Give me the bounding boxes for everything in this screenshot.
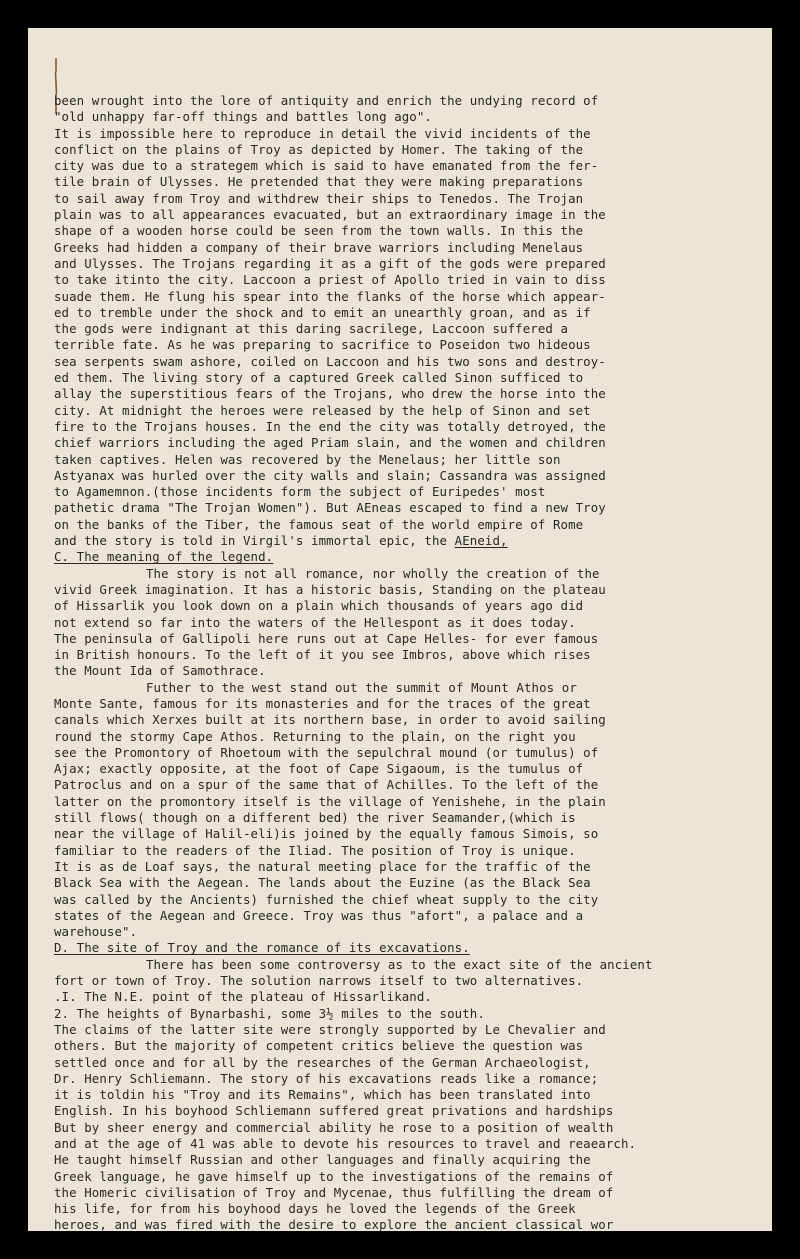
text-line: latter on the promontory itself is the village of Yenishehe, in the plain [54,793,606,809]
text-line: familiar to the readers of the Iliad. The position of Troy is unique. [54,842,576,858]
heading-site-of-troy: D. The site of Troy and the romance of its excavations. [54,940,470,956]
text-line: ed them. The living story of a captured Greek called Sinon sufficed to [54,370,584,386]
text-line: to Agamemnon.(those incidents form the subject of Euripedes' most [54,484,546,500]
text-line: ed to tremble under the shock and to emit an unearthly groan, and as if [54,304,591,320]
text-line: on the banks of the Tiber, the famous seat of the world empire of Rome [54,516,584,532]
text-line: it is toldin his "Troy and its Remains", which has been translated into [54,1087,591,1103]
text-line: 2. The heights of Bynarbashi, some 3½ miles to the south. [54,1005,485,1021]
text-line: .I. The N.E. point of the plateau of Hissarlikand. [54,989,432,1005]
text-line: his life, for from his boyhood days he loved the legends of the Greek [54,1201,576,1217]
text-line: not extend so far into the waters of the Hellespont as it does today. [54,614,576,630]
text-line: city. At midnight the heroes were released by the help of Sinon and set [54,402,591,418]
text-line: The story is not all romance, nor wholly the creation of the [146,565,600,581]
text-line: The claims of the latter site were strongly supported by Le Chevalier and [54,1021,606,1037]
heading-meaning-of-legend: C. The meaning of the legend. [54,549,274,565]
text-line: was called by the Ancients) furnished the chief wheat supply to the city [54,891,599,907]
text-line: suade them. He flung his spear into the flanks of the horse which appear- [54,288,606,304]
text-line: taken captives. Helen was recovered by the Menelaus; her little son [54,451,561,467]
text-line: There has been some controversy as to the exact site of the ancient [146,956,653,972]
text-line: and Ulysses. The Trojans regarding it as a gift of the gods were prepared [54,255,606,271]
text-line: others. But the majority of competent critics believe the question was [54,1038,584,1054]
text-line: warehouse". [54,924,138,940]
paragraph-trojan-war [54,93,774,533]
aeneid-lead: and the story is told in Virgil's immortal epic, the [54,533,455,549]
paragraph-geography [54,680,774,941]
paragraph-excavations [54,957,774,1234]
text-line: Dr. Henry Schliemann. The story of his excavations reads like a romance; [54,1070,599,1086]
text-line: allay the superstitious fears of the Trojans, who drew the horse into the [54,386,606,402]
text-line: in British honours. To the left of it you see Imbros, above which rises [54,647,591,663]
text-line: But by sheer energy and commercial ability he rose to a position of wealth [54,1119,614,1135]
page-body [54,93,774,1234]
text-line: terrible fate. As he was preparing to sacrifice to Poseidon two hideous [54,337,591,353]
text-line: fort or town of Troy. The solution narrows itself to two alternatives. [54,973,584,989]
aeneid-title: AEneid, [454,533,508,549]
text-line: near the village of Halil-eli)is joined by the equally famous Simois, so [54,826,599,842]
text-line: Ajax; exactly opposite, at the foot of Cape Sigaoum, is the tumulus of [54,761,584,777]
text-line: see the Promontory of Rhoetoum with the sepulchral mound (or tumulus) of [54,744,599,760]
text-line: Greeks had hidden a company of their brave warriors including Menelaus [54,239,584,255]
paragraph-historic-basis [54,566,774,680]
text-line: Patroclus and on a spur of the same that of Achilles. To the left of the [54,777,599,793]
text-line: to sail away from Troy and withdrew their ships to Tenedos. The Trojan [54,190,584,206]
text-line: "old unhappy far-off things and battles long ago". [54,109,432,125]
text-line: The peninsula of Gallipoli here runs out at Cape Helles- for ever famous [54,630,599,646]
text-line: English. In his boyhood Schliemann suffered great privations and hardships [54,1103,614,1119]
text-line: Monte Sante, famous for its monasteries and for the traces of the great [54,695,591,711]
text-line: states of the Aegean and Greece. Troy was thus "afort", a palace and a [54,907,584,923]
text-line: been wrought into the lore of antiquity and enrich the undying record of [54,93,599,108]
text-line: fire to the Trojans houses. In the end the city was totally detroyed, the [54,418,606,434]
text-line: It is as de Loaf says, the natural meeting place for the traffic of the [54,858,591,874]
text-line: plain was to all appearances evacuated, but an extraordinary image in the [54,207,606,223]
text-line: conflict on the plains of Troy as depicted by Homer. The taking of the [54,141,584,157]
text-line: He taught himself Russian and other languages and finally acquiring the [54,1152,591,1168]
text-line: to take itinto the city. Laccoon a priest of Apollo tried in vain to diss [54,272,606,288]
text-line: the Mount Ida of Samothrace. [54,663,266,679]
text-line: shape of a wooden horse could be seen from the town walls. In this the [54,223,584,239]
text-line: vivid Greek imagination. It has a historic basis, Standing on the plateau [54,581,606,597]
aeneid-line [54,533,774,549]
text-line: pathetic drama "The Trojan Women"). But AEneas escaped to find a new Troy [54,500,606,516]
text-line: round the stormy Cape Athos. Returning to the plain, on the right you [54,728,576,744]
text-line: chief warriors including the aged Priam slain, and the women and children [54,435,606,451]
text-line: Greek language, he gave himself up to the investigations of the remains of [54,1168,614,1184]
text-line: Astyanax was hurled over the city walls and slain; Cassandra was assigned [54,467,606,483]
text-line: city was due to a strategem which is said to have emanated from the fer- [54,158,599,174]
text-line: of Hissarlik you look down on a plain which thousands of years ago did [54,598,584,614]
text-line: It is impossible here to reproduce in detail the vivid incidents of the [54,125,591,141]
text-line: tile brain of Ulysses. He pretended that they were making preparations [54,174,584,190]
text-line: Black Sea with the Aegean. The lands about the Euzine (as the Black Sea [54,875,591,891]
text-line: heroes, and was fired with the desire to explore the ancient classical wor [54,1217,614,1233]
text-line: settled once and for all by the researches of the German Archaeologist, [54,1054,591,1070]
text-line: the gods were indignant at this daring sacrilege, Laccoon suffered a [54,321,569,337]
text-line: canals which Xerxes built at its northern base, in order to avoid sailing [54,712,606,728]
text-line: sea serpents swam ashore, coiled on Laccoon and his two sons and destroy- [54,353,606,369]
text-line: and at the age of 41 was able to devote his resources to travel and reaearch. [54,1136,637,1151]
text-line: Futher to the west stand out the summit of Mount Athos or [146,679,577,695]
text-line: the Homeric civilisation of Troy and Mycenae, thus fulfilling the dream of [54,1184,614,1200]
text-line: still flows( though on a different bed) the river Seamander,(which is [54,810,576,826]
